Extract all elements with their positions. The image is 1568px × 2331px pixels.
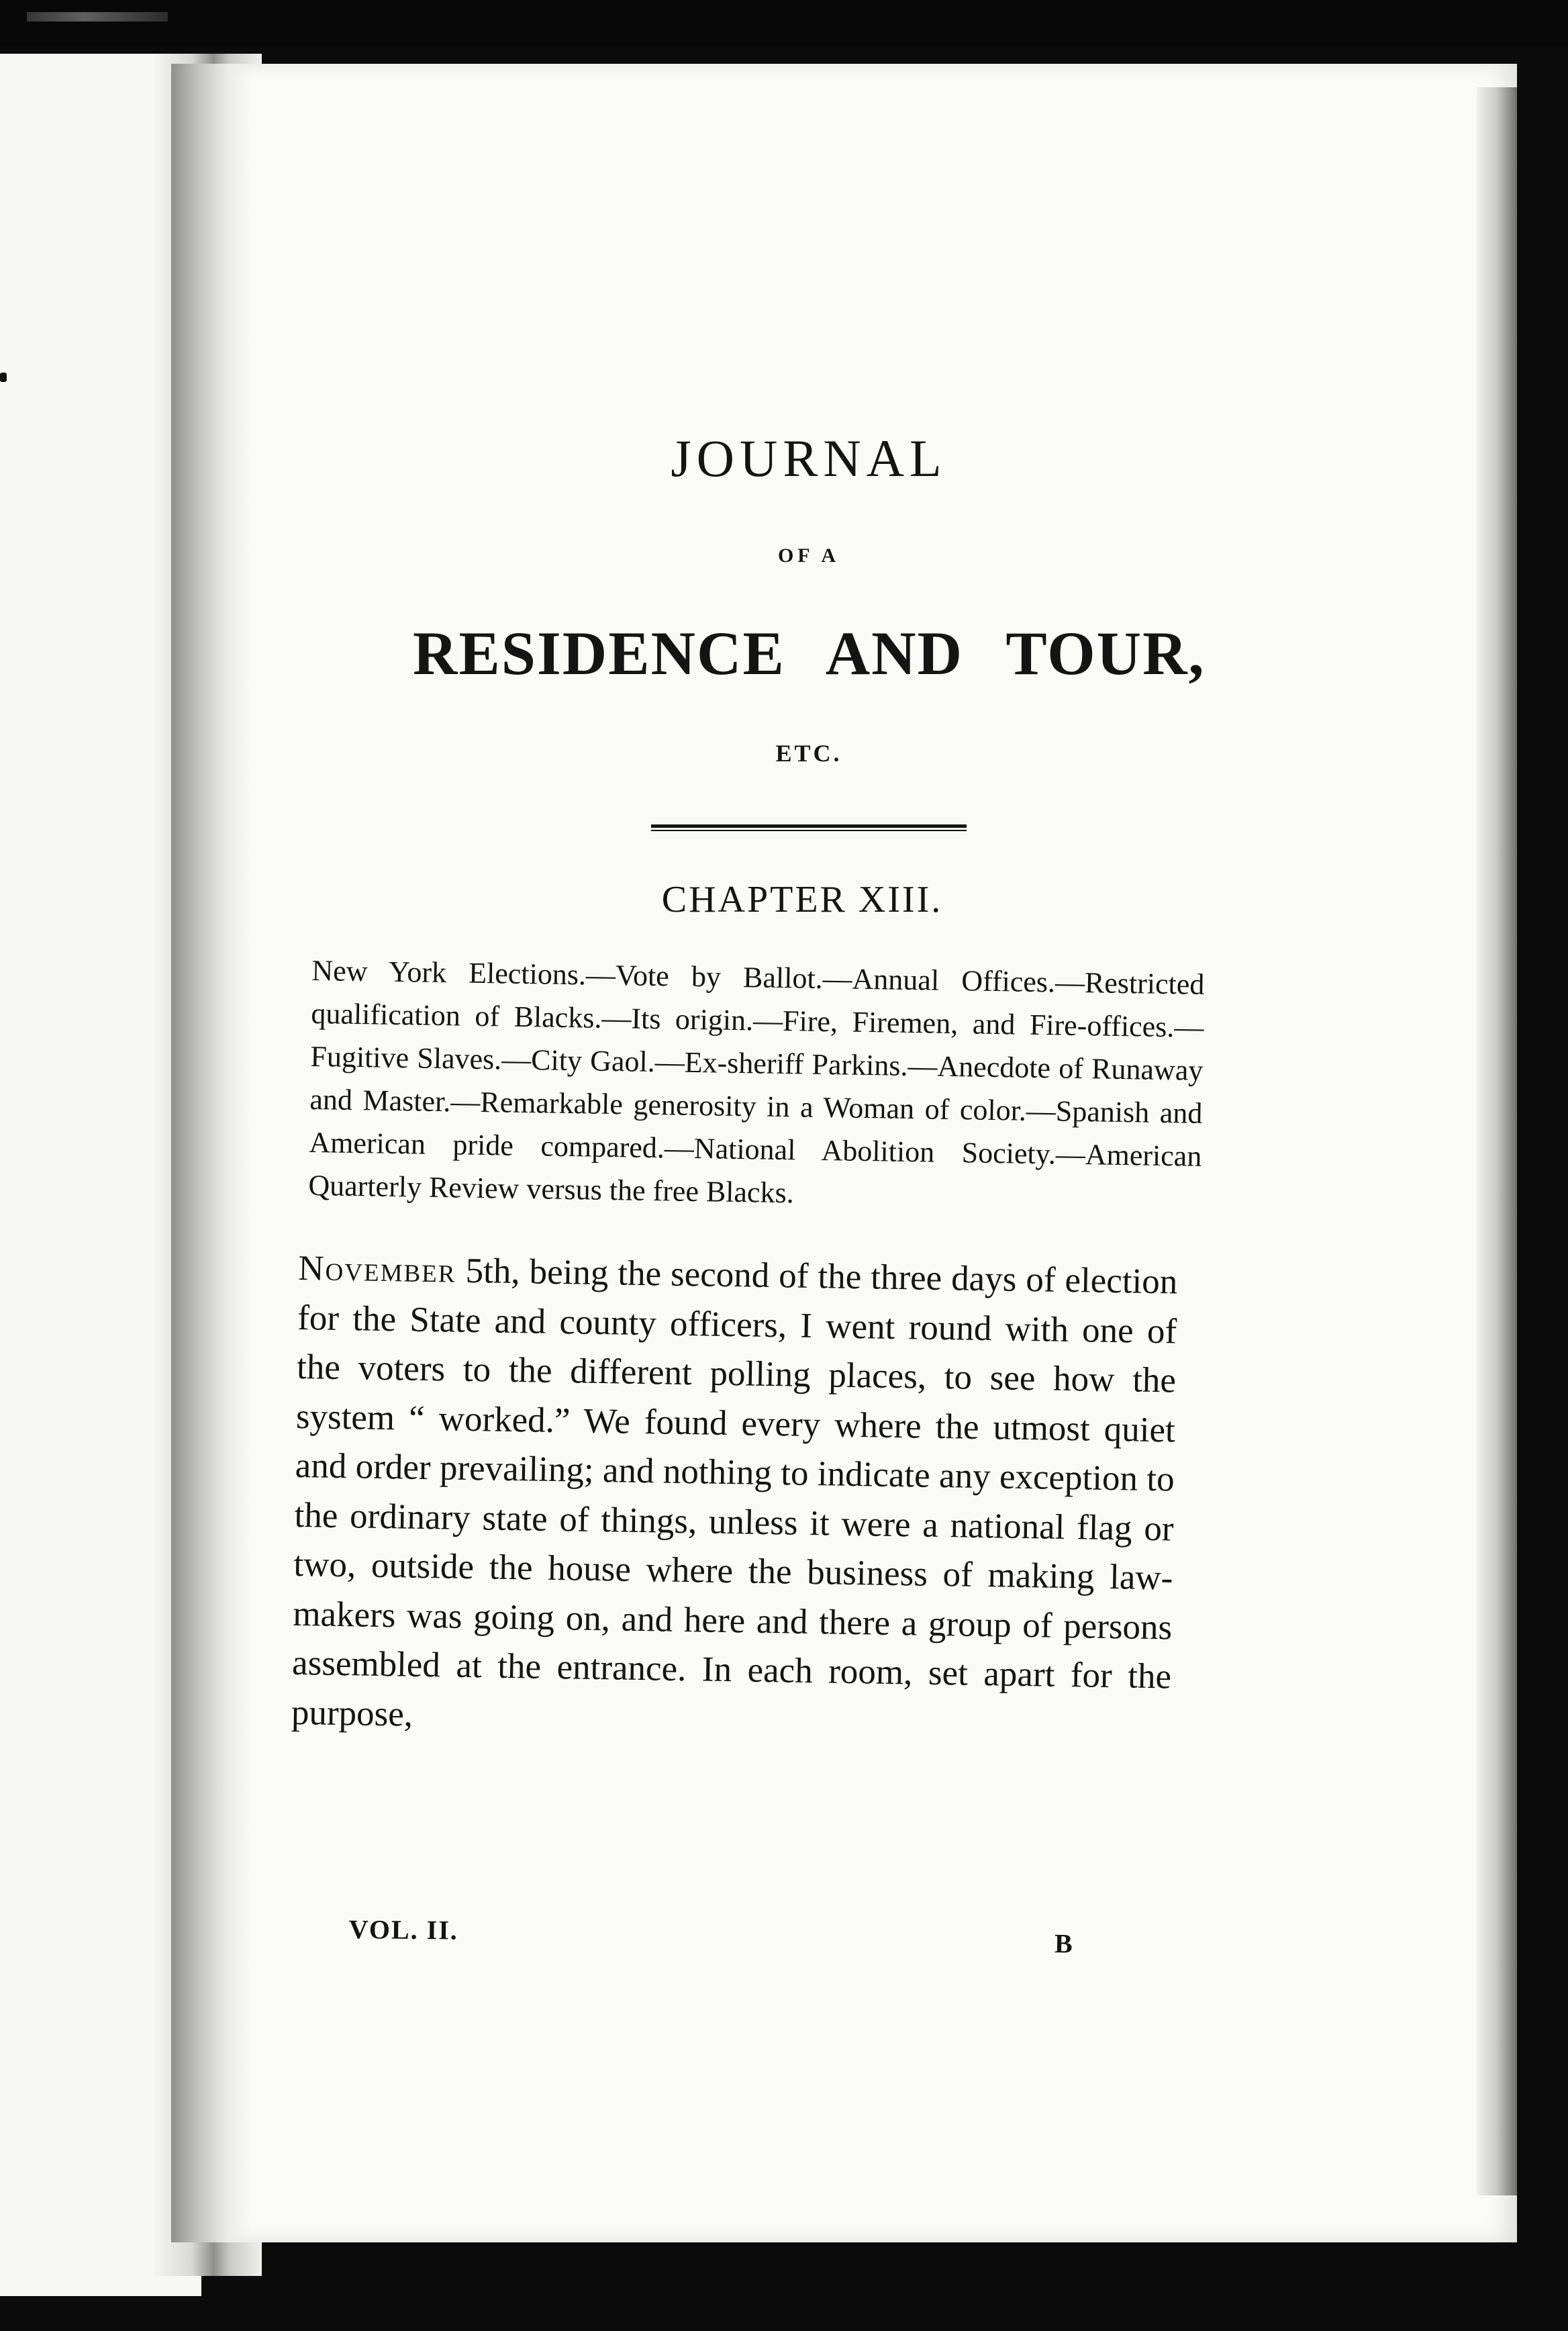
title-rule (651, 824, 967, 831)
signature-mark: B (1054, 1928, 1074, 1959)
book-title: JOURNAL (671, 429, 947, 487)
binding-label-mark (27, 12, 168, 21)
page-right-edge (1477, 87, 1517, 2195)
chapter-heading: CHAPTER XIII. (661, 878, 943, 920)
chapter-summary: New York Elections.—Vote by Ballot.—Annual Offices.—Restricted qualification of Blacks.—Its origin.—Fire, Firemen, and Fire-offices.—Fugitive Slaves.—City Gaol.—Ex-sheriff Parkins.—Anecdote of Runaway and Master.—Remarkable generosity in a Woman of color.—Spanish and American pride compared.—National Abolition Society.—American Quarterly Review versus the free Blacks. (308, 953, 1205, 1210)
book-subtitle: RESIDENCE AND TOUR, (413, 618, 1206, 687)
volume-label: VOL. II. (348, 1914, 459, 1946)
body-paragraph-text: 5th, being the second of the three days of election for the State and county officers, I went round with one of the voters to the different polling places, to see how the system “ worked.” We found every where the utmost quiet and order prevailing; and nothing to indicate any exception to the ordinary state of things, unless it were a national flag or two, outside the house where the business of making law-makers was going on, and here and there a group of persons assembled at the entrance. In each room, set apart for the purpose, (291, 1251, 1178, 1734)
lead-word: November (297, 1248, 457, 1290)
book-title-of-a: OF A (777, 544, 840, 567)
body-paragraph (291, 1244, 1177, 1751)
scan-top-border (0, 0, 1568, 47)
page-text-block (291, 429, 1206, 1738)
left-page-mark (0, 373, 7, 382)
book-title-etc: ETC. (775, 739, 842, 767)
page-inner-shadow (171, 64, 252, 2242)
